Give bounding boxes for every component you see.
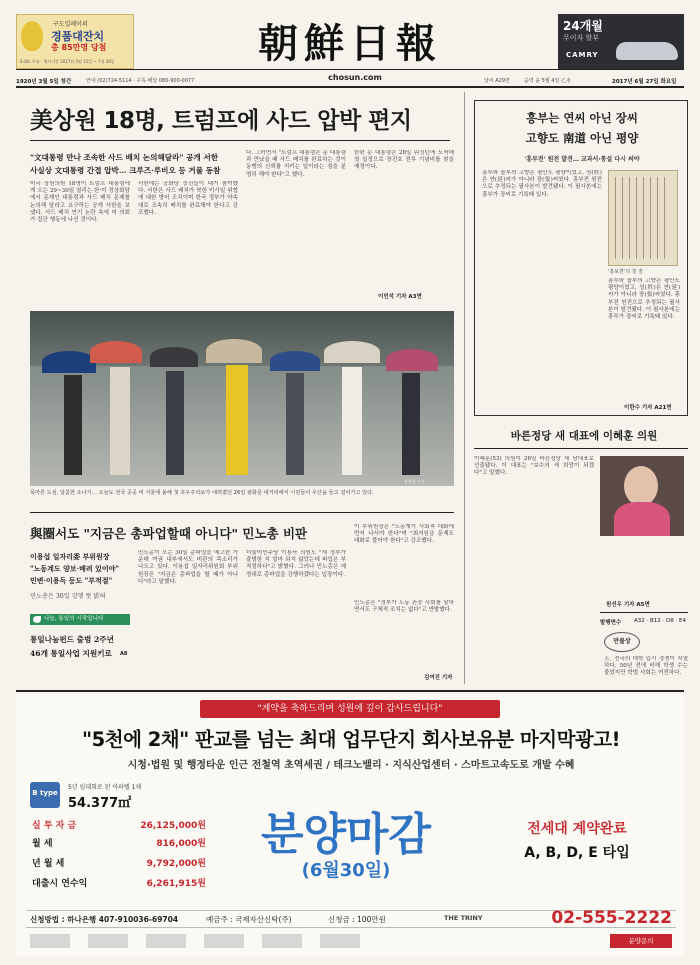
car-icon bbox=[616, 42, 678, 60]
ad-brand: THE TRINY bbox=[444, 914, 483, 922]
right-ad-line1: 24개월 bbox=[563, 19, 603, 33]
column-title: 만물상 bbox=[613, 638, 631, 645]
site-url[interactable]: chosun.com bbox=[328, 73, 382, 82]
manuscript-image bbox=[608, 170, 678, 266]
ad-phone[interactable]: 02-555-2222 bbox=[551, 908, 672, 928]
portrait-photo bbox=[600, 456, 684, 536]
story2-body-col4: 민노총은 "정부가 노동 존중 사회를 말하면서도 구체적 조치는 없다"고 반발했다. bbox=[354, 600, 454, 614]
side2-headline[interactable]: 바른정당 새 대표에 이혜훈 의원 bbox=[510, 430, 658, 442]
masthead-rule-top bbox=[16, 69, 684, 70]
story2-headline[interactable]: 與圈서도 "지금은 총파업할때 아니다" 민노총 비판 bbox=[30, 526, 308, 541]
person-shape bbox=[226, 365, 248, 475]
story2-body-col1: 민노총이 오는 30일 총파업을 예고한 가운데 여권 내부에서도 비판의 목소리가 나오고 있다. 이용섭 일자리위원회 부위원장은 "지금은 총파업을 할 때가 아니다"라고 말했다. bbox=[138, 550, 238, 585]
main-subhead-1: "文대통령 만나 조속한 사드 배치 논의해달라" 공개 서한 bbox=[30, 153, 219, 162]
umbrella-icon bbox=[206, 339, 262, 363]
ad-date: (6월30일) bbox=[301, 860, 391, 881]
section-rule bbox=[30, 512, 454, 513]
side2-rule bbox=[474, 448, 688, 449]
ad-row-label: 월 세 bbox=[32, 839, 53, 849]
umbrella-icon bbox=[270, 351, 320, 371]
ad-complete: 전세대 계약완료 bbox=[527, 821, 627, 837]
ad-row-value: 816,000원 bbox=[156, 839, 206, 849]
ad-row-value: 26,125,000원 bbox=[140, 821, 206, 831]
face-shape bbox=[624, 466, 658, 506]
ad-row-value: 6,261,915원 bbox=[146, 879, 206, 889]
story2-sub3: 민변·이용득 등도 "부적절" bbox=[30, 576, 113, 585]
lunar-date: 음력 윤 5월 4일 乙未 bbox=[524, 78, 571, 84]
main-headline[interactable]: 美상원 18명, 트럼프에 사드 압박 편지 bbox=[30, 108, 412, 134]
ad-row-label: 대출시 연수익 bbox=[32, 879, 88, 889]
edition-label: 발행면수 bbox=[600, 620, 622, 626]
story2-sub1: 이용섭 일자리委 부위원장 bbox=[30, 552, 110, 561]
story2-byline: 김여진 기자 bbox=[424, 675, 453, 681]
photo-caption: 목마른 도심, 달콤한 소나기… 오늘도 전국 곳곳 비 서울에 올해 첫 호우주의보가 내려졌던 26일 광화문 네거리에서 시민들이 우산을 들고 걸어가고 있다. bbox=[30, 490, 374, 496]
person-shape bbox=[166, 371, 184, 475]
ad-fee: 신청금 : 100만원 bbox=[328, 915, 386, 924]
ad-banner: "계약을 축하드리며 성원에 깊이 감사드립니다" bbox=[200, 700, 500, 718]
left-masthead-ad[interactable] bbox=[16, 14, 134, 69]
umbrella-icon bbox=[90, 341, 142, 363]
edition-box bbox=[600, 540, 684, 614]
unification-line2: 46개 통일사업 지원키로 bbox=[30, 649, 112, 658]
masthead-title: 朝鮮日報 bbox=[258, 20, 442, 67]
dove-icon bbox=[33, 616, 41, 623]
person-shape bbox=[342, 367, 362, 475]
ad-types: A, B, D, E 타입 bbox=[524, 845, 630, 861]
sponsor-logos bbox=[30, 934, 370, 948]
issue-date: 2017년 6월 27일 화요일 bbox=[612, 79, 677, 85]
story2-body-col3: 이 부위원장은 "노동계가 사회적 대화에 먼저 나서야 한다"며 "최저임금 문제도 대화로 풀어야 한다"고 강조했다. bbox=[354, 524, 454, 545]
ad-top-rule bbox=[16, 690, 684, 692]
photo-credit: 장련성 기자 bbox=[404, 479, 425, 484]
story2-body-col2: 더불어민주당 이용득 의원도 "새 정부가 출범한 지 얼마 되지 않았는데 파업은 부적절하다"고 밝혔다. 그러나 민노총은 예정대로 총파업을 강행하겠다는 입장이다. bbox=[246, 550, 346, 578]
right-masthead-ad[interactable] bbox=[558, 14, 684, 69]
story2-sub4: 민노총은 30일 강행 뜻 밝혀 bbox=[30, 593, 106, 600]
person-shape bbox=[110, 367, 130, 475]
right-ad-line2: 무이자 할부 bbox=[563, 34, 600, 42]
manuscript-caption: '흥보젼'의 첫 장 bbox=[608, 269, 643, 275]
ad-holder: 예금주 : 국제자산신탁(주) bbox=[206, 915, 292, 924]
umbrella-icon bbox=[324, 341, 380, 363]
ad-main: 분양마감 bbox=[260, 809, 431, 860]
edition-rule bbox=[600, 612, 688, 613]
side1-headline-2[interactable]: 고향도 南道 아닌 평양 bbox=[525, 131, 639, 145]
weather: 날씨 A29면 bbox=[484, 78, 510, 84]
unification-line1: 통일나눔펀드 출범 2주년 bbox=[30, 635, 114, 644]
contact: 안내 (02)724-5114 · 구독·배달 080-900-0077 bbox=[86, 78, 195, 84]
main-body-col2: 서한에는 공화당 중진들이 대거 참여했다. 서한은 사드 배치가 북한 미사일 위협에 대한 방어 조치이며 한국 정부가 약속대로 조속히 배치를 완료해야 한다고 강조했다. bbox=[138, 181, 238, 216]
person-shape bbox=[64, 375, 82, 475]
story2-sub2: "노동계도 양보·배려 있어야" bbox=[30, 564, 119, 573]
ad-account: 신청방법 : 하나은행 407-910036-69704 bbox=[30, 915, 179, 924]
unification-box[interactable] bbox=[30, 614, 130, 680]
column-body: 五, 전국의 대학 입시 경쟁이 치열하다. 50년 전에 비해 학생 수는 줄었지만 학벌 사회는 여전하다. bbox=[604, 656, 688, 677]
type-desc: 5년 임대회로 된 아파텔 1채 bbox=[68, 784, 142, 791]
side1-body: 흥부와 놀부의 고향은 평안도 평양이었고, 성(姓)은 연(延)씨가 아니라 장(張)씨였다. 흥부전 원전으로 추정되는 필사본이 발견됐다. 이 필사본에는 흥부가 장씨로 기록돼 있다. bbox=[482, 170, 602, 198]
ad-row-label: 년 월 세 bbox=[32, 859, 65, 869]
person-shape bbox=[402, 373, 420, 475]
left-ad-small: S-OIL 주유 · 행사기간 2017년 5월 15일 ~ 7월 30일 bbox=[20, 59, 115, 64]
rain-photo bbox=[30, 311, 454, 486]
ad-headline: "5천에 2채" 판교를 넘는 최대 업무단지 회사보유분 마지막광고! bbox=[82, 728, 620, 751]
umbrella-icon bbox=[42, 351, 96, 373]
left-ad-line2: 경품대잔치 bbox=[51, 30, 105, 43]
ad-block[interactable] bbox=[16, 694, 684, 956]
main-body-col1: 미국 상원의원 18명이 트럼프 대통령에게 오는 29~30일 열리는 한·미 정상회담에서 문재인 대통령과 사드 배치 문제를 논의해 달라고 요구하는 공개 서한을 보냈다. 사드 배치 연기 논란 속에 미 의회가 집단 행동에 나선 것이다. bbox=[30, 181, 130, 224]
main-body-col3: 다. 그러면서 "트럼프 대통령은 문 대통령과 만났을 때 사드 배치를 완료하는 것이 동맹의 신뢰를 지키는 일이라는 점을 분명히 해야 한다"고 했다. bbox=[246, 150, 346, 178]
right-ad-brand: CAMRY bbox=[566, 51, 599, 59]
main-byline: 이민석 기자 A3면 bbox=[378, 294, 422, 300]
person-shape bbox=[286, 373, 304, 475]
side1-body-right: 흥부와 놀부의 고향은 평안도 평양이었고, 성(姓)은 연(延)씨가 아니라 장(張)씨였다. 흥부전 원전으로 추정되는 필사본이 발견됐다. 이 필사본에는 흥부가 장씨로 기록돼 있다. bbox=[608, 278, 680, 321]
side1-headline-1[interactable]: 흥부는 연씨 아닌 장씨 bbox=[526, 111, 638, 125]
side2-body: 이혜훈(53) 의원이 26일 바른정당 새 당대표로 선출됐다. 이 대표는 "보수의 새 희망이 되겠다"고 말했다. bbox=[474, 456, 594, 477]
edition-pages: A32 · B12 · D8 · E4 bbox=[634, 618, 686, 624]
type-label: B type bbox=[32, 789, 58, 797]
type-area: 54.377㎡ bbox=[68, 796, 132, 811]
masthead-rule-bottom bbox=[16, 86, 684, 88]
left-ad-line1: 구도일페이퍼 bbox=[53, 21, 88, 28]
column-divider bbox=[464, 92, 465, 684]
umbrella-icon bbox=[150, 347, 198, 367]
body-shape bbox=[614, 502, 670, 536]
ad-phone-label: 분양문의 bbox=[610, 934, 672, 948]
manuscript-lines bbox=[615, 177, 671, 259]
umbrella-icon bbox=[386, 349, 438, 371]
ad-row-label: 실 투 자 금 bbox=[32, 821, 77, 831]
side1-byline: 이한수 기자 A21면 bbox=[624, 405, 672, 411]
founded: 1920년 3월 5일 창간 bbox=[16, 79, 72, 85]
ad-subhead: 시청·법원 및 행정타운 인근 전철역 초역세권 / 테크노밸리 · 지식산업센터 · 스마트고속도로 개발 수혜 bbox=[127, 760, 575, 771]
main-rule bbox=[30, 140, 450, 141]
mascot-icon bbox=[21, 21, 43, 51]
left-ad-line3: 총 85만명 당첨 bbox=[51, 43, 107, 52]
unification-page: A8 bbox=[120, 651, 128, 657]
ad-row-value: 9,792,000원 bbox=[146, 859, 206, 869]
side1-subhead: '흥부전' 원전 발견… 교과서·통설 다시 써야 bbox=[524, 156, 640, 163]
side2-byline: 원선우 기자 A5면 bbox=[606, 602, 650, 608]
main-body-col4: 한편 문 대통령은 28일 워싱턴에 도착해 첫 일정으로 장진호 전투 기념비를 찾을 예정이다. bbox=[354, 150, 454, 171]
main-subhead-2: 사실상 文대통령 간접 압박… 크루즈·루비오 등 거물 동참 bbox=[30, 166, 221, 175]
unification-tag: 나눔, 통일의 시작입니다 bbox=[30, 614, 130, 625]
